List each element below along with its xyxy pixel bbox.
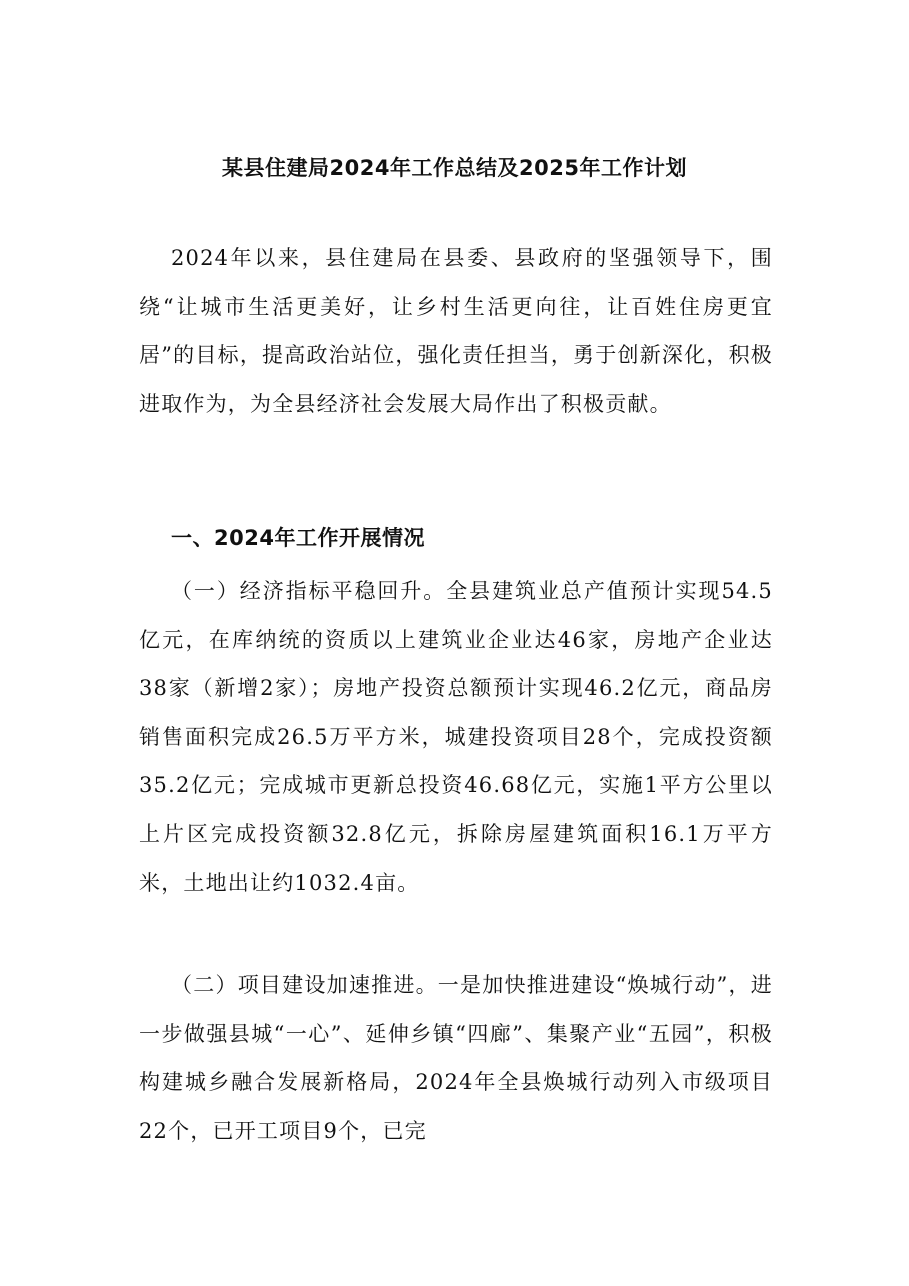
section-heading: 一、2024年工作开展情况 bbox=[171, 526, 425, 550]
paragraph-economic-indicators: （一）经济指标平稳回升。全县建筑业总产值预计实现54.5亿元，在库纳统的资质以上建筑业企业达46家，房地产企业达38家（新增2家）；房地产投资总额预计实现46.2亿元，商品房销售面积完成26.5万平方米，城建投资项目28个，完成投资额35.2亿元；完成城市更新总投资46.68亿元，实施1平方公里以上片区完成投资额32.8亿元，拆除房屋建筑面积16.1万平方米，土地出让约1032.4亩。 bbox=[139, 579, 773, 895]
intro-paragraph: 2024年以来，县住建局在县委、县政府的坚强领导下，围绕“让城市生活更美好，让乡村生活更向往，让百姓住房更宜居”的目标，提高政治站位，强化责任担当，勇于创新深化，积极进取作为，为全县经济社会发展大局作出了积极贡献。 bbox=[139, 246, 773, 416]
document-title: 某县住建局2024年工作总结及2025年工作计划 bbox=[222, 156, 687, 180]
paragraph-project-construction: （二）项目建设加速推进。一是加快推进建设“焕城行动”，进一步做强县城“一心”、延伸乡镇“四廊”、集聚产业“五园”，积极构建城乡融合发展新格局，2024年全县焕城行动列入市级项目22个，已开工项目9个，已完 bbox=[139, 973, 773, 1143]
